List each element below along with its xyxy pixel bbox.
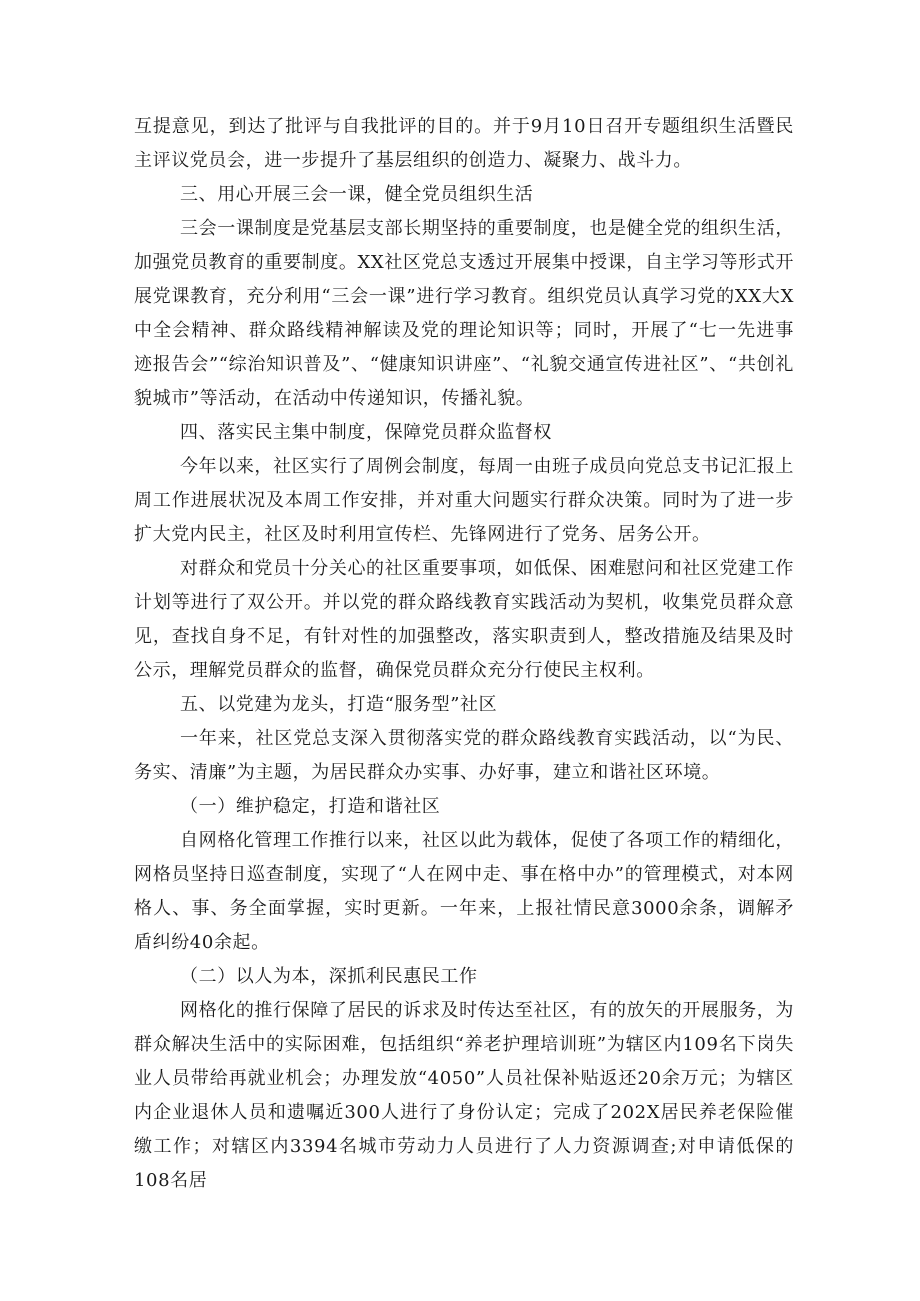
section-heading-3: 三、用心开展三会一课，健全党员组织生活 <box>180 184 534 205</box>
body-paragraph: 三会一课制度是党基层支部长期坚持的重要制度，也是健全党的组织生活，加强党员教育的重要制度。XX社区党总支透过开展集中授课，自主学习等形式开展党课教育，充分利用“三会一课”进行学习教育。组织党员认真学习党的XX大X中全会精神、群众路线精神解读及党的理论知识等；同时，开展了“七一先进事迹报告会”“综治知识普及”、“健康知识讲座”、“礼貌交通宣传进社区”、“共创礼貌城市”等活动，在活动中传递知识，传播礼貌。 <box>134 218 794 409</box>
body-paragraph: 互提意见，到达了批评与自我批评的目的。并于9月10日召开专题组织生活暨民主评议党员会，进一步提升了基层组织的创造力、凝聚力、战斗力。 <box>134 116 794 171</box>
body-paragraph: 今年以来，社区实行了周例会制度，每周一由班子成员向党总支书记汇报上周工作进展状况及本周工作安排，并对重大问题实行群众决策。同时为了进一步扩大党内民主，社区及时利用宣传栏、先锋网进行了党务、居务公开。 <box>134 456 794 545</box>
subsection-heading-2: （二）以人为本，深抓利民惠民工作 <box>180 966 478 987</box>
subsection-heading-1: （一）维护稳定，打造和谐社区 <box>180 796 441 817</box>
body-paragraph: 自网格化管理工作推行以来，社区以此为载体，促使了各项工作的精细化，网格员坚持日巡查制度，实现了“人在网中走、事在格中办”的管理模式，对本网格人、事、务全面掌握，实时更新。一年来，上报社情民意3000余条，调解矛盾纠纷40余起。 <box>134 830 794 953</box>
body-paragraph: 一年来，社区党总支深入贯彻落实党的群众路线教育实践活动，以“为民、务实、清廉”为主题，为居民群众办实事、办好事，建立和谐社区环境。 <box>134 728 794 783</box>
document-page <box>134 110 794 1198</box>
body-paragraph: 对群众和党员十分关心的社区重要事项，如低保、困难慰问和社区党建工作计划等进行了双公开。并以党的群众路线教育实践活动为契机，收集党员群众意见，查找自身不足，有针对性的加强整改，落实职责到人，整改措施及结果及时公示，理解党员群众的监督，确保党员群众充分行使民主权利。 <box>134 558 794 681</box>
body-paragraph: 网格化的推行保障了居民的诉求及时传达至社区，有的放矢的开展服务，为群众解决生活中的实际困难，包括组织“养老护理培训班”为辖区内109名下岗失业人员带给再就业机会；办理发放“4050”人员社保补贴返还20余万元；为辖区内企业退休人员和遗嘱近300人进行了身份认定；完成了202X居民养老保险催缴工作；对辖区内3394名城市劳动力人员进行了人力资源调查;对申请低保的108名居 <box>134 1000 794 1191</box>
section-heading-4: 四、落实民主集中制度，保障党员群众监督权 <box>180 422 552 443</box>
section-heading-5: 五、以党建为龙头，打造“服务型”社区 <box>180 694 498 715</box>
